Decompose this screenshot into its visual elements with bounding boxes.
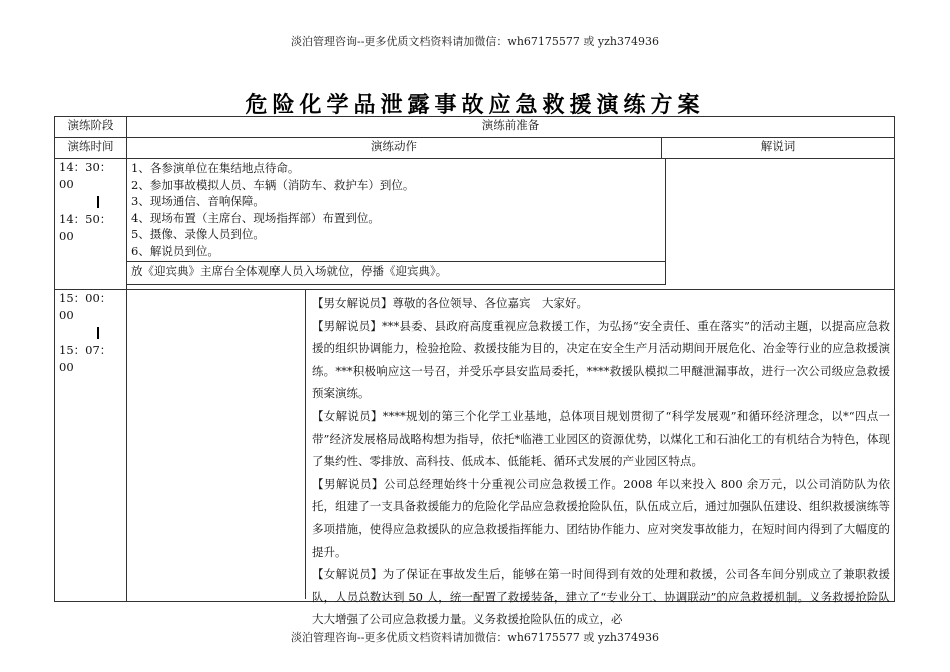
time-column-header: 演练时间 [55, 138, 127, 159]
time-start: 14：30：00 [59, 160, 112, 191]
page-footer: 淡泊管理咨询--更多优质文档资料请加微信：wh67175577 或 yzh374936 [291, 631, 659, 644]
time-range-bar [97, 196, 99, 208]
page-header: 淡泊管理咨询--更多优质文档资料请加微信：wh67175577 或 yzh374936 [291, 35, 659, 48]
document-title: 危险化学品泄露事故应急救援演练方案 [245, 93, 705, 118]
time-end: 14：50：00 [59, 212, 112, 243]
commentary-cell [127, 290, 895, 627]
paragraph: 【女解说员】为了保证在事故发生后，能够在第一时间得到有效的处理和救援，公司各车间分别成立了兼职救援队，人员总数达到 50 人，统一配置了救援装备，建立了“专业分工、协调联动”的应急救援机制。义务救援抢险队大大增强了公司应急救援力量。义务救援抢险队伍的成立，必 [312, 567, 890, 627]
list-item: 3、现场通信、音响保障。 [131, 194, 265, 208]
table-row [55, 290, 895, 602]
drill-plan-table [54, 116, 895, 627]
stage-value: 演练前准备 [127, 117, 895, 138]
time-range-bar [97, 327, 99, 339]
action-note: 放《迎宾典》主席台全体观摩人员入场就位，停播《迎宾典》。 [127, 262, 666, 285]
time-end: 15：07：00 [59, 343, 112, 374]
paragraph: 【男女解说员】尊敬的各位领导、各位嘉宾 大家好。 [312, 296, 588, 310]
stage-label: 演练阶段 [55, 117, 127, 138]
commentary-column-header: 解说词 [662, 138, 895, 159]
action-cell [127, 159, 895, 290]
list-item: 1、各参演单位在集结地点待命。 [131, 161, 300, 175]
action-column-header: 演练动作 [127, 138, 662, 159]
column-header-row [55, 138, 895, 159]
list-item: 6、解说员到位。 [131, 243, 219, 258]
list-item: 5、摄像、录像人员到位。 [131, 227, 265, 241]
paragraph: 【男解说员】公司总经理始终十分重视公司应急救援工作。2008 年以来投入 800 余万元，以公司消防队为依托，组建了一支具备救援能力的危险化学品应急救援抢险队伍，队伍成立后，通过加强队伍建设、组织救援演练等多项措施，使得应急救援队的应急救援指挥能力、团结协作能力、应对突发事故能力，在短时间内得到了大幅度的提升。 [312, 476, 890, 559]
commentary-text [305, 290, 894, 627]
time-start: 15：00：00 [59, 291, 112, 322]
table-row [55, 159, 895, 290]
paragraph: 【男解说员】***县委、县政府高度重视应急救援工作，为弘扬“安全责任、重在落实”的活动主题，以提高应急救援的组织协调能力，检验抢险、救援技能为目的，决定在安全生产月活动期间开展危化、冶金等行业的应急救援演练。***积极响应这一号召，并受乐亭县安监局委托，****救援队模拟二甲醚泄漏事故，进行一次公司级应急救援预案演练。 [312, 318, 890, 401]
list-item: 2、参加事故模拟人员、车辆（消防车、救护车）到位。 [131, 177, 415, 192]
action-list [127, 159, 666, 262]
stage-row [55, 117, 895, 138]
list-item: 4、现场布置（主席台、现场指挥部）布置到位。 [131, 210, 380, 225]
time-cell [55, 159, 127, 290]
paragraph: 【女解说员】****规划的第三个化学工业基地，总体项目规划贯彻了“科学发展观”和循环经济理念，以*“四点一带”经济发展格局战略构想为指导，依托*临港工业园区的资源优势，以煤化工和石油化工的有机结合为特色，体现了集约性、零排放、高科技、低成本、低能耗、循环式发展的产业园区特点。 [312, 408, 890, 469]
time-cell [55, 290, 127, 602]
